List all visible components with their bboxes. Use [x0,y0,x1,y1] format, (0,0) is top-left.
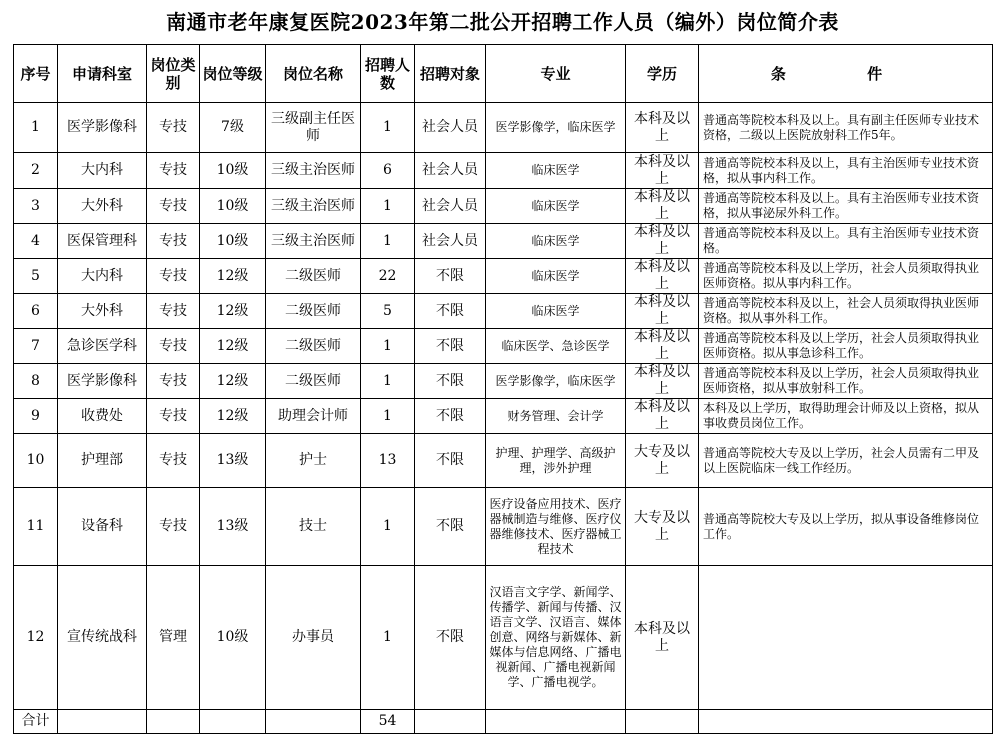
cell-count: 1 [361,566,415,710]
cell-major: 医疗设备应用技术、医疗器械制造与维修、医疗仪器维修技术、医疗器械工程技术 [486,488,626,566]
table-row [14,294,993,329]
cell-position: 三级主治医师 [266,153,361,189]
cell-dept: 宣传统战科 [58,566,147,710]
total-empty [699,710,993,734]
cell-dept: 大内科 [58,259,147,294]
cell-position: 技士 [266,488,361,566]
cell-category: 专技 [147,189,200,224]
total-empty [626,710,699,734]
cell-condition [699,566,993,710]
cell-position: 二级医师 [266,294,361,329]
cell-education: 大专及以上 [626,434,699,488]
cell-education: 本科及以上 [626,329,699,364]
cell-position: 二级医师 [266,259,361,294]
total-empty [200,710,266,734]
cell-target: 不限 [415,399,486,434]
cell-category: 专技 [147,294,200,329]
cell-category: 专技 [147,434,200,488]
cell-major: 财务管理、会计学 [486,399,626,434]
header-education: 学历 [626,45,699,103]
header-no: 序号 [14,45,58,103]
table-row [14,259,993,294]
cell-major: 临床医学 [486,153,626,189]
cell-no: 6 [14,294,58,329]
cell-condition: 普通高等院校本科及以上学历，社会人员须取得执业医师资格。拟从事内科工作。 [699,259,993,294]
cell-condition: 本科及以上学历，取得助理会计师及以上资格，拟从事收费员岗位工作。 [699,399,993,434]
cell-major: 临床医学 [486,259,626,294]
cell-major: 护理、护理学、高级护理，涉外护理 [486,434,626,488]
cell-target: 社会人员 [415,153,486,189]
cell-education: 大专及以上 [626,488,699,566]
cell-major: 临床医学 [486,224,626,259]
table-row [14,224,993,259]
cell-position: 二级医师 [266,329,361,364]
cell-education: 本科及以上 [626,566,699,710]
cell-no: 5 [14,259,58,294]
cell-position: 助理会计师 [266,399,361,434]
cell-condition: 普通高等院校本科及以上，社会人员须取得执业医师资格。拟从事外科工作。 [699,294,993,329]
cell-education: 本科及以上 [626,259,699,294]
cell-education: 本科及以上 [626,294,699,329]
cell-major: 医学影像学，临床医学 [486,364,626,399]
cell-dept: 大外科 [58,189,147,224]
cell-category: 专技 [147,399,200,434]
cell-education: 本科及以上 [626,189,699,224]
cell-position: 三级主治医师 [266,189,361,224]
cell-count: 1 [361,364,415,399]
cell-dept: 大内科 [58,153,147,189]
cell-level: 12级 [200,329,266,364]
cell-major: 医学影像学，临床医学 [486,103,626,153]
table-row [14,566,993,710]
cell-count: 5 [361,294,415,329]
cell-target: 不限 [415,434,486,488]
cell-count: 13 [361,434,415,488]
table-row [14,364,993,399]
cell-position: 三级副主任医师 [266,103,361,153]
cell-position: 办事员 [266,566,361,710]
cell-category: 专技 [147,364,200,399]
cell-no: 3 [14,189,58,224]
header-position: 岗位名称 [266,45,361,103]
cell-target: 不限 [415,259,486,294]
cell-count: 22 [361,259,415,294]
cell-dept: 医学影像科 [58,364,147,399]
cell-education: 本科及以上 [626,153,699,189]
cell-category: 专技 [147,488,200,566]
cell-condition: 普通高等院校大专及以上学历，拟从事设备维修岗位工作。 [699,488,993,566]
cell-no: 11 [14,488,58,566]
cell-no: 4 [14,224,58,259]
page-title: 南通市老年康复医院2023年第二批公开招聘工作人员（编外）岗位简介表 [166,10,839,34]
total-empty [266,710,361,734]
cell-level: 12级 [200,294,266,329]
table-row [14,488,993,566]
cell-condition: 普通高等院校大专及以上学历，社会人员需有二甲及以上医院临床一线工作经历。 [699,434,993,488]
cell-category: 专技 [147,259,200,294]
cell-count: 6 [361,153,415,189]
cell-position: 二级医师 [266,364,361,399]
cell-level: 10级 [200,189,266,224]
cell-dept: 急诊医学科 [58,329,147,364]
cell-target: 社会人员 [415,224,486,259]
table-row [14,329,993,364]
header-category: 岗位类别 [147,45,200,103]
table-row [14,103,993,153]
cell-count: 1 [361,488,415,566]
total-empty [58,710,147,734]
cell-condition: 普通高等院校本科及以上。具有副主任医师专业技术资格，二级以上医院放射科工作5年。 [699,103,993,153]
cell-target: 不限 [415,566,486,710]
cell-education: 本科及以上 [626,224,699,259]
cell-count: 1 [361,329,415,364]
cell-category: 专技 [147,103,200,153]
cell-no: 7 [14,329,58,364]
cell-category: 专技 [147,329,200,364]
cell-education: 本科及以上 [626,364,699,399]
cell-condition: 普通高等院校本科及以上学历，社会人员须取得执业医师资格。拟从事急诊科工作。 [699,329,993,364]
cell-level: 12级 [200,259,266,294]
cell-dept: 大外科 [58,294,147,329]
cell-no: 8 [14,364,58,399]
cell-category: 管理 [147,566,200,710]
cell-level: 7级 [200,103,266,153]
recruitment-table [13,44,993,734]
cell-level: 12级 [200,364,266,399]
cell-education: 本科及以上 [626,399,699,434]
total-empty [147,710,200,734]
cell-level: 10级 [200,566,266,710]
cell-count: 1 [361,224,415,259]
cell-major: 临床医学 [486,189,626,224]
cell-dept: 医保管理科 [58,224,147,259]
total-empty [415,710,486,734]
cell-level: 12级 [200,399,266,434]
cell-position: 三级主治医师 [266,224,361,259]
header-row [14,45,993,103]
cell-target: 不限 [415,488,486,566]
header-target: 招聘对象 [415,45,486,103]
cell-position: 护士 [266,434,361,488]
cell-no: 10 [14,434,58,488]
header-level: 岗位等级 [200,45,266,103]
cell-level: 10级 [200,153,266,189]
cell-count: 1 [361,103,415,153]
cell-major: 临床医学 [486,294,626,329]
cell-level: 13级 [200,488,266,566]
cell-level: 10级 [200,224,266,259]
cell-target: 不限 [415,294,486,329]
cell-major: 临床医学、急诊医学 [486,329,626,364]
cell-education: 本科及以上 [626,103,699,153]
cell-condition: 普通高等院校本科及以上，具有主治医师专业技术资格，拟从事内科工作。 [699,153,993,189]
total-label: 合计 [14,710,58,734]
header-count: 招聘人数 [361,45,415,103]
header-condition [699,45,993,103]
table-row [14,399,993,434]
cell-no: 12 [14,566,58,710]
cell-condition: 普通高等院校本科及以上。具有主治医师专业技术资格，拟从事泌尿外科工作。 [699,189,993,224]
cell-condition: 普通高等院校本科及以上学历，社会人员须取得执业医师资格，拟从事放射科工作。 [699,364,993,399]
table-row [14,434,993,488]
cell-dept: 设备科 [58,488,147,566]
header-dept: 申请科室 [58,45,147,103]
cell-no: 9 [14,399,58,434]
cell-dept: 收费处 [58,399,147,434]
cell-no: 2 [14,153,58,189]
cell-dept: 护理部 [58,434,147,488]
cell-condition: 普通高等院校本科及以上。具有主治医师专业技术资格。 [699,224,993,259]
cell-target: 社会人员 [415,189,486,224]
cell-target: 社会人员 [415,103,486,153]
cell-category: 专技 [147,224,200,259]
cell-no: 1 [14,103,58,153]
header-condition-label: 条 件 [770,64,921,83]
total-empty [486,710,626,734]
table-row [14,189,993,224]
cell-dept: 医学影像科 [58,103,147,153]
header-major: 专业 [486,45,626,103]
table-row [14,153,993,189]
cell-category: 专技 [147,153,200,189]
total-row [14,710,993,734]
cell-major: 汉语言文字学、新闻学、传播学、新闻与传播、汉语言文学、汉语言、媒体创意、网络与新媒体、新媒体与信息网络、广播电视新闻、广播电视新闻学、广播电视学。 [486,566,626,710]
cell-count: 1 [361,399,415,434]
cell-count: 1 [361,189,415,224]
cell-target: 不限 [415,364,486,399]
cell-level: 13级 [200,434,266,488]
total-count: 54 [361,710,415,734]
cell-target: 不限 [415,329,486,364]
